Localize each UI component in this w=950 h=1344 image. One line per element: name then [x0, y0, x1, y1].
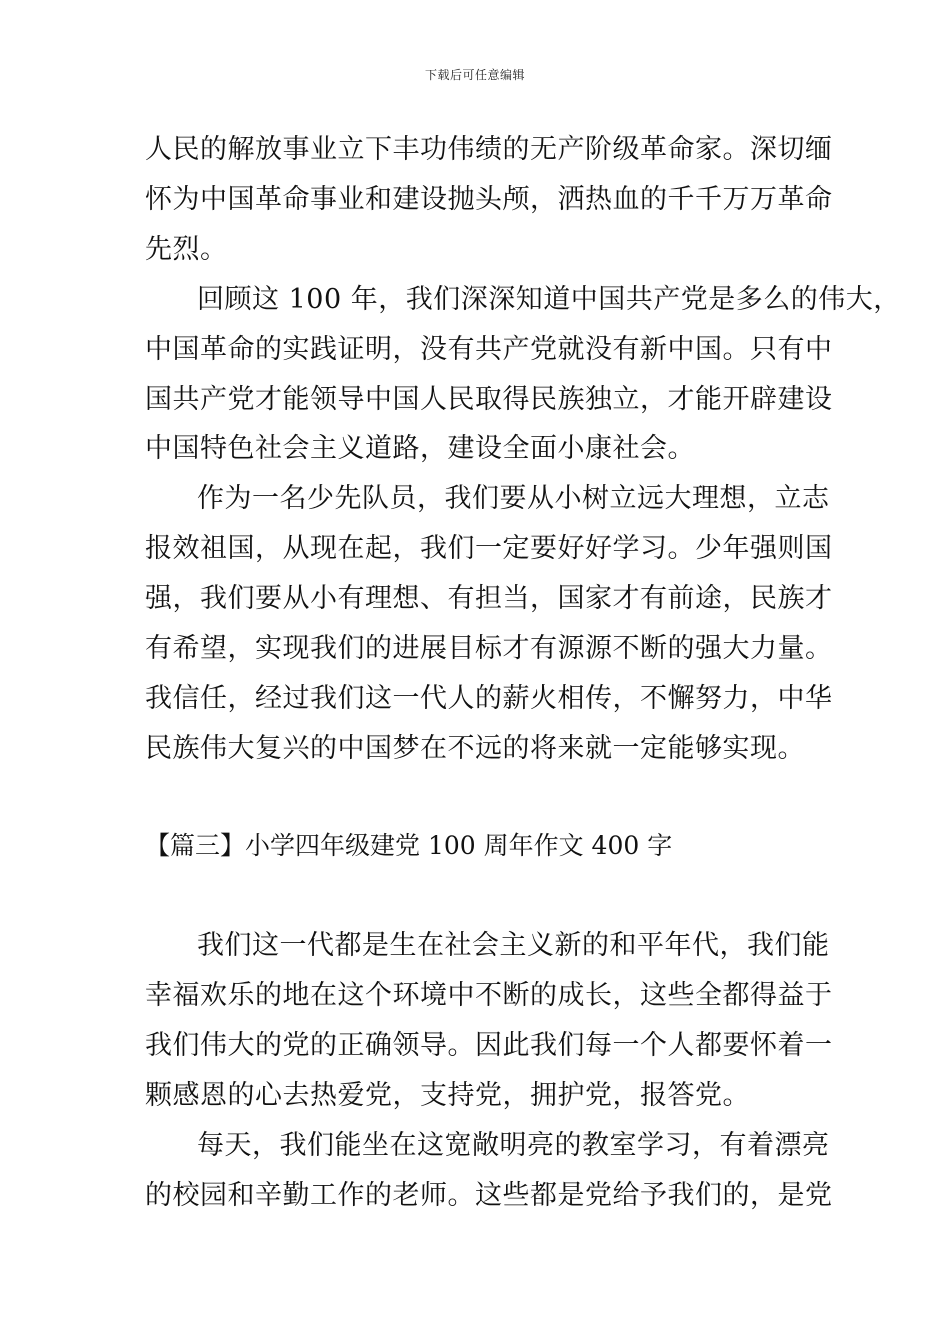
section-heading: 【篇三】小学四年级建党 100 周年作文 400 字 [145, 831, 673, 860]
text-line: 民族伟大复兴的中国梦在不远的将来就一定能够实现。 [145, 733, 805, 764]
paragraph-first-line: 回顾这 100 年，我们深深知道中国共产党是多么的伟大， [197, 284, 901, 315]
page-header: 下载后可任意编辑 [424, 68, 525, 82]
text-line: 我们伟大的党的正确领导。因此我们每一个人都要怀着一 [145, 1030, 833, 1061]
text-line: 怀为中国革命事业和建设抛头颅，洒热血的千千万万革命 [145, 184, 833, 215]
paragraph-first-line: 我们这一代都是生在社会主义新的和平年代，我们能 [197, 930, 830, 961]
text-line: 先烈。 [145, 234, 228, 265]
text-line: 幸福欢乐的地在这个环境中不断的成长，这些全都得益于 [145, 980, 833, 1011]
text-line: 中国革命的实践证明，没有共产党就没有新中国。只有中 [145, 334, 833, 365]
text-line: 人民的解放事业立下丰功伟绩的无产阶级革命家。深切缅 [145, 134, 833, 165]
text-line: 强，我们要从小有理想、有担当，国家才有前途，民族才 [145, 583, 833, 614]
text-line: 中国特色社会主义道路，建设全面小康社会。 [145, 433, 695, 464]
text-line: 报效祖国，从现在起，我们一定要好好学习。少年强则国 [145, 533, 833, 564]
paragraph-first-line: 每天，我们能坐在这宽敞明亮的教室学习，有着漂亮 [197, 1130, 830, 1161]
text-line: 的校园和辛勤工作的老师。这些都是党给予我们的，是党 [145, 1180, 833, 1211]
text-line: 我信任，经过我们这一代人的薪火相传，不懈努力，中华 [145, 683, 833, 714]
paragraph-first-line: 作为一名少先队员，我们要从小树立远大理想，立志 [197, 483, 830, 514]
text-line: 颗感恩的心去热爱党，支持党，拥护党，报答党。 [145, 1080, 750, 1111]
text-line: 有希望，实现我们的进展目标才有源源不断的强大力量。 [145, 633, 833, 664]
text-line: 国共产党才能领导中国人民取得民族独立，才能开辟建设 [145, 384, 833, 415]
